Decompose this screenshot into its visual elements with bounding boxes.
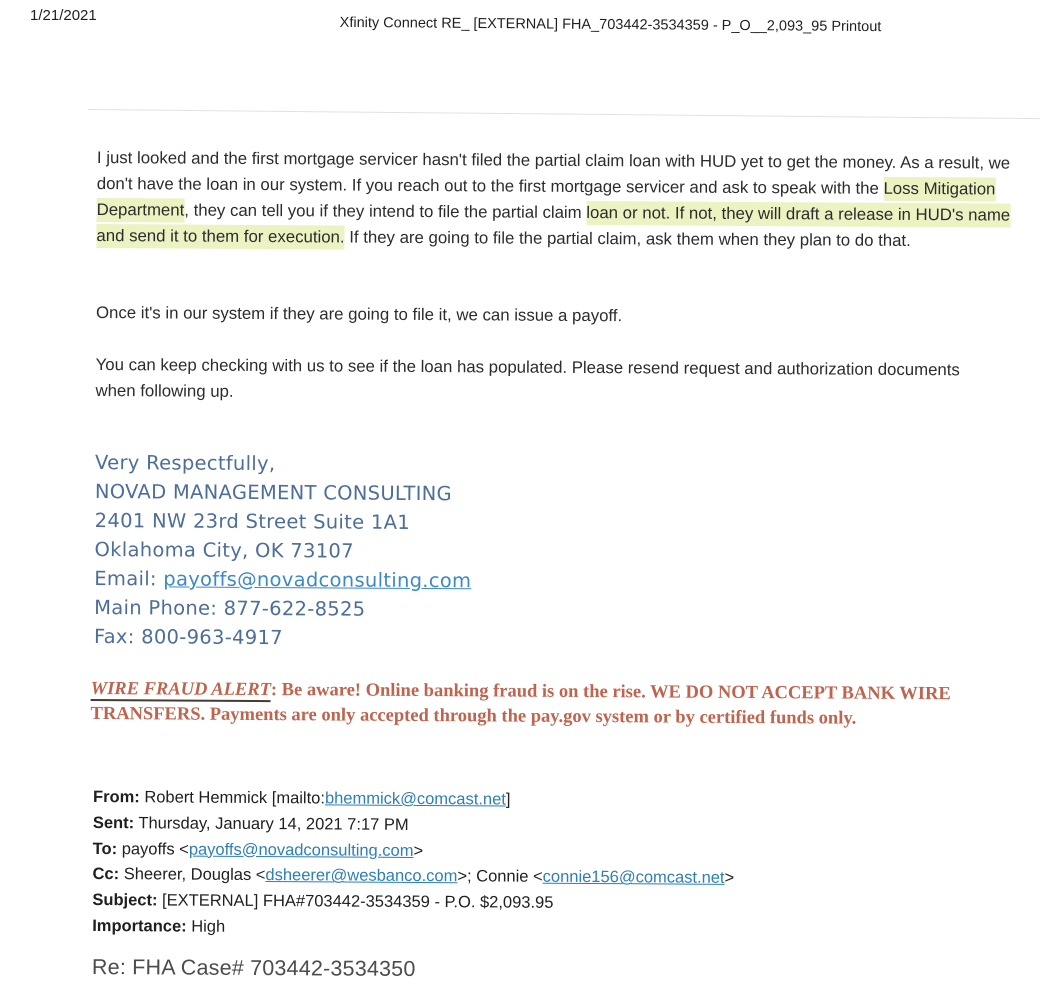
highlighted-text: loan or not. If not, they will draft a release in HUD's name and send it to them for execution. — [96, 201, 1010, 250]
cc-label: Cc: — [92, 865, 120, 884]
paragraph-1-text: I just looked and the first mortgage servicer hasn't filed the partial claim loan with HUD yet to get the money. As a result, we don't have the loan in our system. If you reach out to the first mortgage servicer and ask to speak with the — [96, 147, 1011, 198]
paragraph-2: Once it's in our system if they are going to file it, we can issue a payoff. — [95, 302, 623, 326]
from-text: Robert Hemmick [mailto: — [139, 788, 326, 808]
to-text-end: > — [413, 841, 424, 860]
to-text: payoffs < — [117, 839, 189, 859]
cc-email-link-2[interactable]: connie156@comcast.net — [542, 868, 725, 888]
subject-text: [EXTERNAL] FHA#703442-3534359 - P.O. $2,093.95 — [157, 891, 554, 912]
signature-fax: Fax: 800-963-4917 — [93, 624, 283, 650]
importance-label: Importance: — [92, 916, 187, 936]
email-header-block — [92, 785, 1036, 946]
paragraph-1 — [96, 145, 1040, 255]
re-case-line: Re: FHA Case# 703442-3534350 — [91, 954, 416, 981]
scan-artifact-line — [88, 109, 1040, 119]
paragraph-3: You can keep checking with us to see if the loan has populated. Please resend request and authorization documents when following up. — [95, 354, 960, 401]
importance-text: High — [186, 917, 226, 936]
print-title: Xfinity Connect RE_ [EXTERNAL] FHA_703442-3534359 - P_O__2,093_95 Printout — [339, 14, 882, 36]
paragraph-1-text: , they can tell you if they intend to file the partial claim — [184, 200, 587, 222]
sent-label: Sent: — [92, 813, 135, 833]
wire-fraud-alert-heading: WIRE FRAUD ALERT — [90, 678, 271, 701]
wire-fraud-alert-text: : Be aware! Online banking fraud is on the rise. WE DO NOT ACCEPT BANK WIRE TRANSFERS. Payments are only accepted through the pay.gov system or by certified funds only. — [90, 680, 951, 729]
paragraph-1-text: If they are going to file the partial claim, ask them when they plan to do that. — [344, 227, 911, 250]
print-date: 1/21/2021 — [30, 7, 97, 24]
from-label: From: — [92, 787, 140, 807]
signature-email-link[interactable]: payoffs@novadconsulting.com — [163, 567, 472, 593]
signature-closing: Very Respectfully, — [94, 450, 276, 476]
signature-email-label: Email: — [94, 566, 164, 591]
from-email-link[interactable]: bhemmick@comcast.net — [324, 789, 506, 809]
header-importance — [92, 914, 1035, 946]
to-label: To: — [92, 839, 118, 858]
from-text-end: ] — [505, 790, 511, 809]
signature-email-line — [94, 564, 471, 595]
sent-text: Thursday, January 14, 2021 7:17 PM — [134, 814, 409, 834]
cc-text-end: > — [724, 869, 735, 888]
signature-company: NOVAD MANAGEMENT CONSULTING — [94, 479, 453, 506]
cc-text-mid: >; Connie < — [457, 867, 543, 887]
to-email-link[interactable]: payoffs@novadconsulting.com — [188, 840, 414, 860]
email-body-content — [92, 145, 1040, 996]
signature-phone: Main Phone: 877-622-8525 — [94, 595, 366, 621]
cc-text: Sheerer, Douglas < — [119, 865, 266, 885]
highlighted-text: Loss Mitigation Department — [97, 177, 996, 223]
cc-email-link-1[interactable]: dsheerer@wesbanco.com — [265, 866, 458, 886]
wire-fraud-alert — [90, 677, 1010, 732]
signature-street: 2401 NW 23rd Street Suite 1A1 — [94, 508, 411, 534]
signature-city: Oklahoma City, OK 73107 — [94, 537, 354, 563]
signature-block — [94, 448, 472, 653]
subject-label: Subject: — [92, 891, 158, 910]
